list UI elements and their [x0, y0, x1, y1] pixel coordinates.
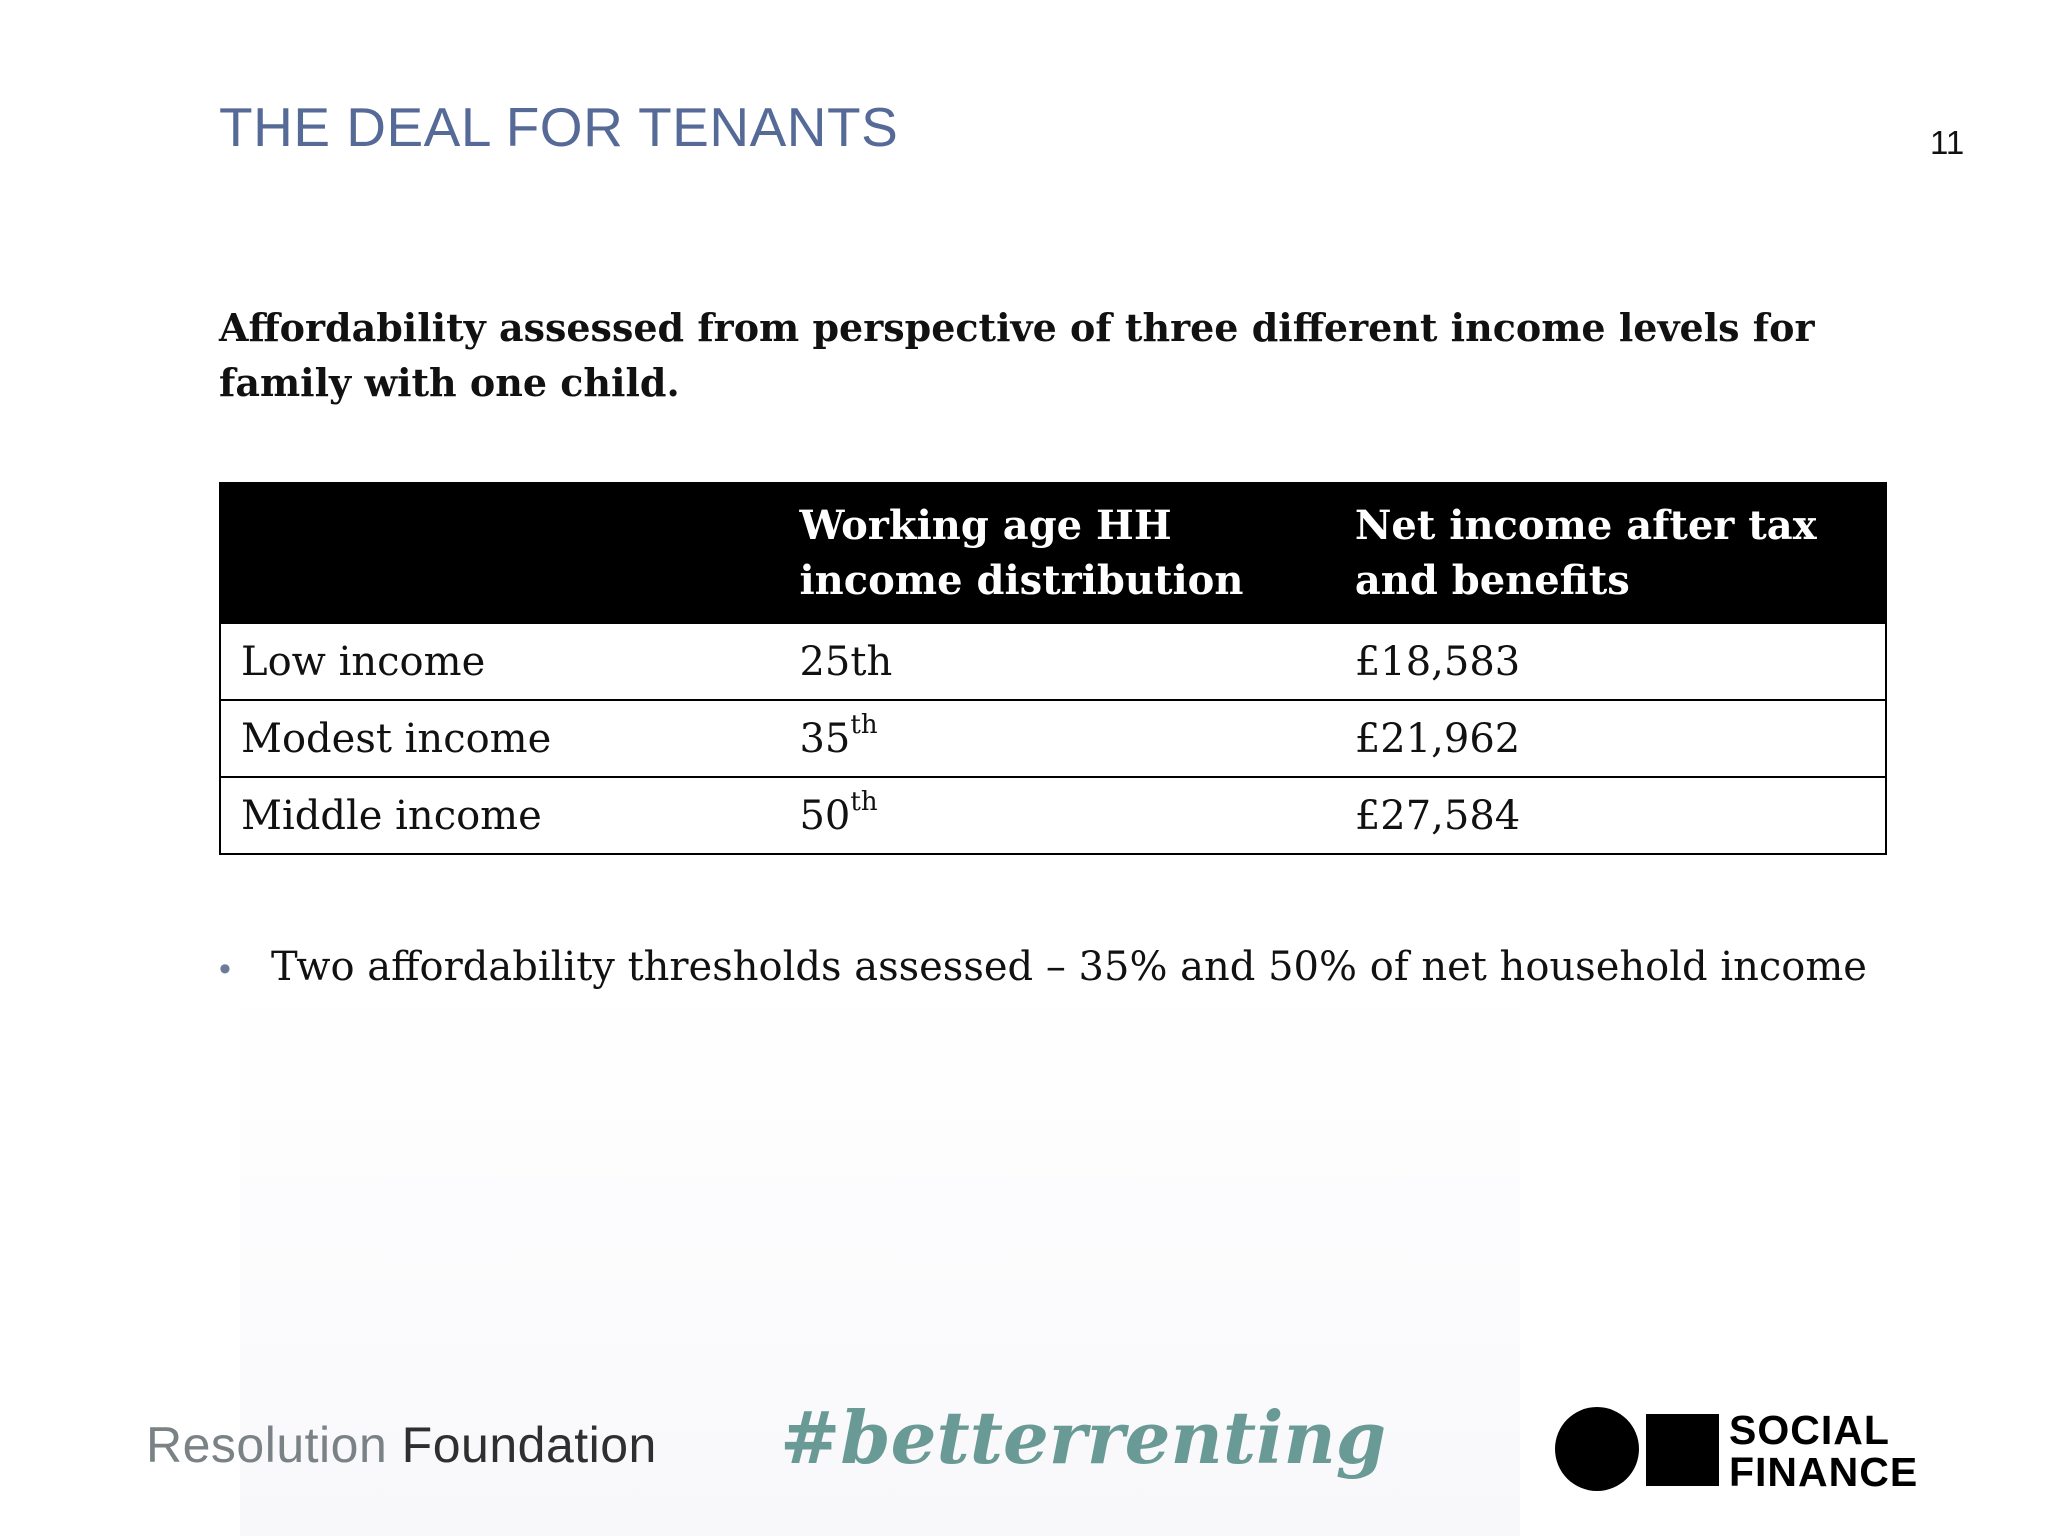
hashtag-text: #betterrenting: [780, 1395, 1387, 1480]
percentile-cell: [779, 777, 1334, 854]
percentile-cell: [779, 700, 1334, 777]
percentile-number: 25: [799, 638, 851, 685]
table-row: [220, 777, 1886, 854]
net-income-cell: £18,583: [1335, 623, 1886, 700]
social-finance-logo: [1555, 1405, 1955, 1495]
income-level-cell: Middle income: [220, 777, 779, 854]
income-table: [219, 482, 1887, 855]
logo-word-foundation: Foundation: [401, 1417, 657, 1473]
percentile-suffix: th: [850, 710, 878, 741]
table-header-row: [220, 483, 1886, 623]
net-income-cell: £21,962: [1335, 700, 1886, 777]
social-finance-wordmark: [1729, 1409, 1918, 1493]
percentile-suffix: th: [850, 638, 893, 685]
slide-title: THE DEAL FOR TENANTS: [219, 96, 899, 158]
table-header-cell: [220, 483, 779, 623]
wordmark-line-finance: FINANCE: [1729, 1449, 1919, 1495]
percentile-cell: [779, 623, 1334, 700]
bullet-item: [219, 940, 1867, 996]
net-income-cell: £27,584: [1335, 777, 1886, 854]
percentile-number: 50: [799, 792, 851, 839]
square-icon: [1646, 1414, 1719, 1486]
circle-icon: [1555, 1407, 1639, 1491]
percentile-suffix: th: [850, 787, 878, 818]
logo-word-resolution: Resolution: [146, 1417, 388, 1473]
table-row: [220, 700, 1886, 777]
income-level-cell: Low income: [220, 623, 779, 700]
page-number: 11: [1930, 124, 1965, 161]
bullet-icon: •: [219, 950, 231, 988]
intro-text: Affordability assessed from perspective of three different income levels for family with one child.: [219, 305, 1815, 405]
bullet-text: Two affordability thresholds assessed – 35% and 50% of net household income: [271, 944, 1867, 990]
table-header-cell: Working age HH income distribution: [779, 483, 1334, 623]
resolution-foundation-logo: [146, 1417, 657, 1473]
income-level-cell: Modest income: [220, 700, 779, 777]
percentile-number: 35: [799, 715, 851, 762]
wordmark-line-social: SOCIAL: [1729, 1407, 1890, 1453]
table-row: [220, 623, 1886, 700]
table-header-cell: Net income after tax and benefits: [1335, 483, 1886, 623]
